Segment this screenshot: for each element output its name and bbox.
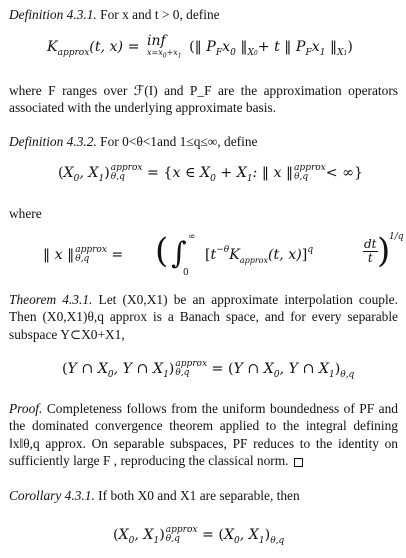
equation-theorem: (Y ∩ $X_0$, Y ∩ $X_1$) approx θ,q = (Y ∩ $X_0$, Y ∩ $X_1)_{\theta,q}$ [62, 359, 355, 380]
where-text: where [9, 206, 42, 221]
equation-k-approx: $K_{approx}(t$, x) = inf $x=x_0+x_1$ (‖ $P_Fx_0$ $‖_{X0}+ t$ ‖ $P_Fx_1$ $‖_{X1}$) [47, 33, 353, 60]
equation-approx-space: ($X_0$, $X_1$) approx θ,q = {x ∈ $X_0 + X_1$: ‖ x ‖ approx θ,q < ∞} [58, 163, 363, 184]
proof-label: Proof. [9, 401, 43, 416]
where-f-text: where F ranges over ℱ(I) and P_F are the approximation operators associated with the underlying approximate basis. [9, 83, 398, 116]
definition-4-3-1 [9, 6, 398, 23]
corollary-text: If both X0 and X1 are separable, then [98, 488, 300, 503]
definition-4-3-2 [9, 133, 398, 150]
equation-corollary: ($X_0$, $X_1$) approx θ,q = ($X_0$, $X_1)_{\theta,q}$ [113, 525, 285, 546]
where-f-paragraph [9, 82, 398, 117]
definition-label: Definition 4.3.2. [9, 134, 97, 149]
theorem-text: Let (X0,X1) be an approximate interpolation couple. Then (X0,X1)θ,q approx is a Banach space, and for every separable subspace Y⊂X0+X1, [9, 292, 398, 342]
where-label [9, 205, 398, 222]
corollary-4-3-1 [9, 487, 398, 504]
definition-text: For 0<θ<1and 1≤q≤∞, define [100, 134, 258, 149]
corollary-label: Corollary 4.3.1. [9, 488, 95, 503]
definition-text: For x and t > 0, define [100, 7, 220, 22]
theorem-label: Theorem 4.3.1. [9, 292, 93, 307]
qed-box-icon [294, 458, 303, 467]
equation-sources [0, 0, 1, 1]
theorem-4-3-1 [9, 291, 398, 343]
proof-paragraph [9, 400, 398, 470]
proof-text: Completeness follows from the uniform boundedness of PF and the dominated convergence theorem applied to the integral defining ‖x‖θ,q approx. On separable subspaces, PF reduces to the identity on sufficiently large F , reproducing the classical norm. [9, 401, 398, 469]
definition-label: Definition 4.3.1. [9, 7, 97, 22]
equation-approx-norm: ‖ x ‖ approx θ,q = ( ∫ ∞ 0 [$t^{-\theta}K_{approx}(t$, x)]$^q$ $\frac{dt}{t}$ ) 1/q [43, 231, 404, 278]
